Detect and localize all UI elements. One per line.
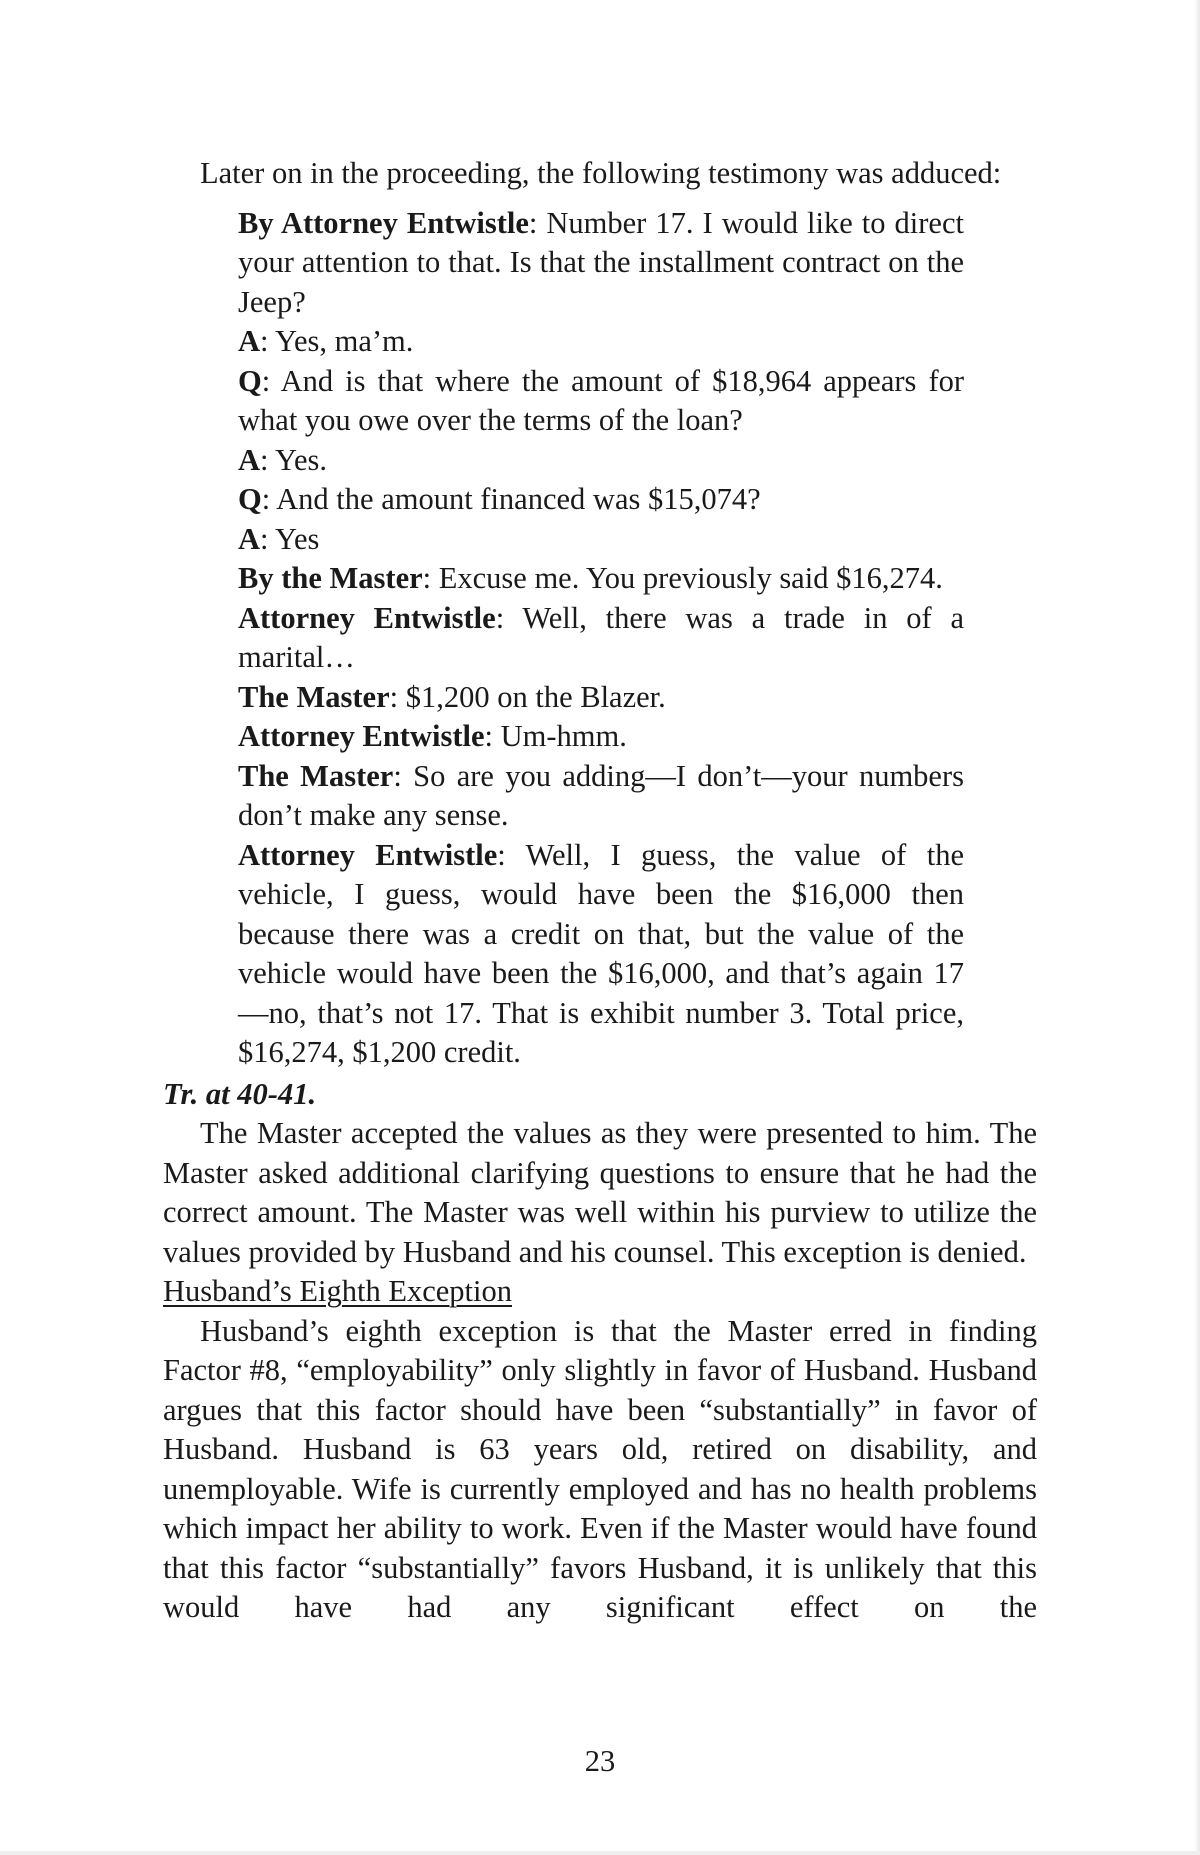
testimony-line: A: Yes. (238, 442, 328, 477)
testimony-text: Yes (275, 521, 320, 556)
testimony-line: By Attorney Entwistle: Number 17. I would like to direct your attention to that. Is that the installment contract on the Jeep? (238, 205, 964, 319)
speaker-label: Q (238, 482, 262, 516)
page-number: 23 (584, 1744, 616, 1778)
testimony-text: So are you adding—I don’t—your numbers don’t make any sense. (238, 758, 964, 832)
testimony-line: Attorney Entwistle: Well, there was a trade in of a marital… (238, 600, 964, 674)
testimony-line: Q: And is that where the amount of $18,964 appears for what you owe over the terms of the loan? (238, 363, 965, 437)
speaker-label: A (238, 442, 261, 477)
testimony-line: The Master: $1,200 on the Blazer. (238, 679, 666, 714)
testimony-text: $1,200 on the Blazer. (405, 679, 666, 714)
testimony-line: Attorney Entwistle: Um-hmm. (238, 719, 627, 753)
speaker-label: The Master (238, 758, 394, 793)
testimony-text: Well, I guess, the value of the vehicle, I guess, would have been the $16,000 then because there was a credit on that, but the value of the vehicle would have been the $16,000, and that’s again 17—no, that’s not 17. That is exhibit number 3. Total price, $16,274, $1,200 credit. (238, 837, 964, 1069)
testimony-block (238, 204, 964, 1073)
speaker-label: Attorney Entwistle (238, 600, 496, 635)
speaker-label: The Master (238, 679, 390, 714)
testimony-text: And the amount financed was $15,074? (276, 482, 761, 516)
ruling-paragraph: The Master accepted the values as they were presented to him. The Master asked additional clarifying questions to ensure that he had the correct amount. The Master was well within his purview to utilize the values provided by Husband and his counsel. This exception is denied. (163, 1116, 1037, 1269)
testimony-text: Well, there was a trade in of a marital… (238, 600, 964, 674)
eighth-exception-paragraph: Husband’s eighth exception is that the Master erred in finding Factor #8, “employability” only slightly in favor of Husband. Husband argues that this factor should have been “substantially” in favor of Husband. Husband is 63 years old, retired on disability, and unemployable. Wife is currently employed and has no health problems which impact her ability to work. Even if the Master would have found that this factor “substantially” favors Husband, it is unlikely that this would have had any significant effect on the (163, 1313, 1037, 1624)
testimony-line: A: Yes, ma’m. (238, 324, 414, 358)
testimony-line: A: Yes (238, 521, 320, 556)
speaker-label: A (238, 521, 261, 556)
section-heading: Husband’s Eighth Exception (163, 1274, 513, 1308)
testimony-text: Number 17. I would like to direct your attention to that. Is that the installment contract on the Jeep? (238, 205, 964, 319)
speaker-label: A (238, 324, 261, 358)
testimony-text: And is that where the amount of $18,964 appears for what you owe over the terms of the loan? (238, 363, 965, 437)
transcript-citation: Tr. at 40-41. (163, 1076, 317, 1111)
speaker-label: By the Master (238, 561, 423, 595)
testimony-text: Excuse me. You previously said $16,274. (438, 561, 943, 595)
intro-paragraph: Later on in the proceeding, the following testimony was adduced: (200, 156, 1002, 190)
speaker-label: Attorney Entwistle (238, 719, 485, 753)
speaker-label: Q (238, 363, 262, 398)
testimony-line: Attorney Entwistle: Well, I guess, the value of the vehicle, I guess, would have been the $16,000 then because there was a credit on that, but the value of the vehicle would have been the $16,000, and that’s again 17—no, that’s not 17. That is exhibit number 3. Total price, $16,274, $1,200 credit. (238, 837, 964, 1069)
testimony-line: Q: And the amount financed was $15,074? (238, 482, 761, 516)
page-edge-shadow (1194, 0, 1200, 1855)
speaker-label: Attorney Entwistle (238, 837, 498, 872)
speaker-label: By Attorney Entwistle (238, 205, 529, 240)
body-text (163, 154, 1037, 1628)
testimony-text: Um-hmm. (500, 719, 627, 753)
testimony-text: Yes. (275, 442, 328, 477)
page-bottom-edge (0, 1851, 1200, 1855)
testimony-text: Yes, ma’m. (275, 324, 414, 358)
testimony-line: By the Master: Excuse me. You previously said $16,274. (238, 561, 943, 595)
testimony-line: The Master: So are you adding—I don’t—your numbers don’t make any sense. (238, 758, 964, 832)
